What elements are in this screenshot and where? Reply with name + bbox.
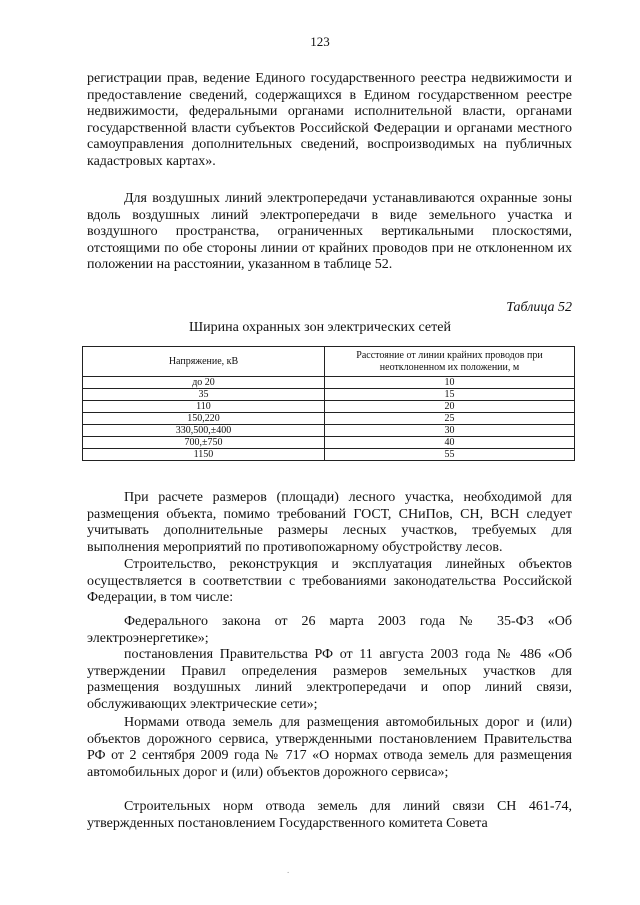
cell-voltage: 35 bbox=[83, 389, 325, 401]
paragraph-text: При расчете размеров (площади) лесного участка, необходимой для размещения объекта, помимо требований ГОСТ, СНиПов, СН, ВСН следует учитывать дополнительные размеры лесных участков, требуемых для выполнения мероприятий по противопожарному обустройству лесов. bbox=[87, 490, 572, 555]
table-header-row bbox=[83, 347, 575, 377]
cell-distance: 25 bbox=[325, 413, 575, 425]
protection-zones-table bbox=[82, 346, 575, 461]
paragraph-overhead-lines bbox=[87, 191, 572, 274]
table-row bbox=[83, 377, 575, 389]
cell-distance: 10 bbox=[325, 377, 575, 389]
cell-distance: 30 bbox=[325, 425, 575, 437]
cell-voltage: 110 bbox=[83, 401, 325, 413]
footer-mark: . bbox=[287, 865, 290, 875]
table-number-label: Таблица 52 bbox=[506, 300, 572, 315]
cell-voltage: 700,±750 bbox=[83, 437, 325, 449]
table-row bbox=[83, 449, 575, 461]
paragraph-text: Строительных норм отвода земель для линий связи СН 461-74, утвержденных постановлением Государственного комитета Совета bbox=[87, 799, 572, 831]
paragraph-norms-1 bbox=[87, 715, 572, 781]
paragraph-text: Строительство, реконструкция и эксплуатация линейных объектов осуществляется в соответствии с требованиями законодательства Российской Федерации, в том числе: bbox=[87, 557, 572, 605]
cell-voltage: 150,220 bbox=[83, 413, 325, 425]
paragraph-construction bbox=[87, 557, 572, 607]
paragraph-text: Федерального закона от 26 марта 2003 года № 35-ФЗ «Об электроэнергетике»; bbox=[87, 614, 572, 646]
table-row bbox=[83, 389, 575, 401]
table-row bbox=[83, 425, 575, 437]
paragraph-law-2 bbox=[87, 647, 572, 713]
paragraph-text: Для воздушных линий электропередачи устанавливаются охранные зоны вдоль воздушных линий электропередачи в виде земельного участка и воздушного пространства, ограниченных вертикальными плоскостями, отстоящими по обе стороны линии от крайних проводов при не отклоненном их положении на расстоянии, указанном в таблице 52. bbox=[87, 191, 572, 272]
cell-distance: 15 bbox=[325, 389, 575, 401]
header-voltage: Напряжение, кВ bbox=[83, 347, 325, 377]
cell-distance: 55 bbox=[325, 449, 575, 461]
paragraph-continuation bbox=[87, 71, 572, 170]
paragraph-text: постановления Правительства РФ от 11 августа 2003 года № 486 «Об утверждении Правил определения размеров земельных участков для размещения воздушных линий электропередачи и опор линий связи, обслуживающих электрические сети»; bbox=[87, 647, 572, 712]
page-number: 123 bbox=[310, 34, 330, 49]
cell-voltage: 330,500,±400 bbox=[83, 425, 325, 437]
paragraph-norms-2 bbox=[87, 799, 572, 832]
cell-voltage: до 20 bbox=[83, 377, 325, 389]
header-distance: Расстояние от линии крайних проводов при неотклоненном их положении, м bbox=[325, 347, 575, 377]
paragraph-law-1 bbox=[87, 614, 572, 647]
paragraph-calc bbox=[87, 490, 572, 556]
cell-voltage: 1150 bbox=[83, 449, 325, 461]
cell-distance: 20 bbox=[325, 401, 575, 413]
table-row bbox=[83, 401, 575, 413]
paragraph-text: регистрации прав, ведение Единого государственного реестра недвижимости и предоставление сведений, содержащихся в Едином государственном реестре недвижимости, федеральными органами исполнительной власти, органами государственной власти субъектов Российской Федерации и органами местного самоуправления дополнительных сведений, воспроизводимых на публичных кадастровых картах». bbox=[87, 71, 572, 169]
table-row bbox=[83, 437, 575, 449]
paragraph-text: Нормами отвода земель для размещения автомобильных дорог и (или) объектов дорожного сервиса, утвержденными постановлением Правительства РФ от 2 сентября 2009 года № 717 «О нормах отвода земель для размещения автомобильных дорог и (или) объектов дорожного сервиса»; bbox=[87, 715, 572, 780]
table-title: Ширина охранных зон электрических сетей bbox=[189, 320, 451, 335]
cell-distance: 40 bbox=[325, 437, 575, 449]
table-row bbox=[83, 413, 575, 425]
